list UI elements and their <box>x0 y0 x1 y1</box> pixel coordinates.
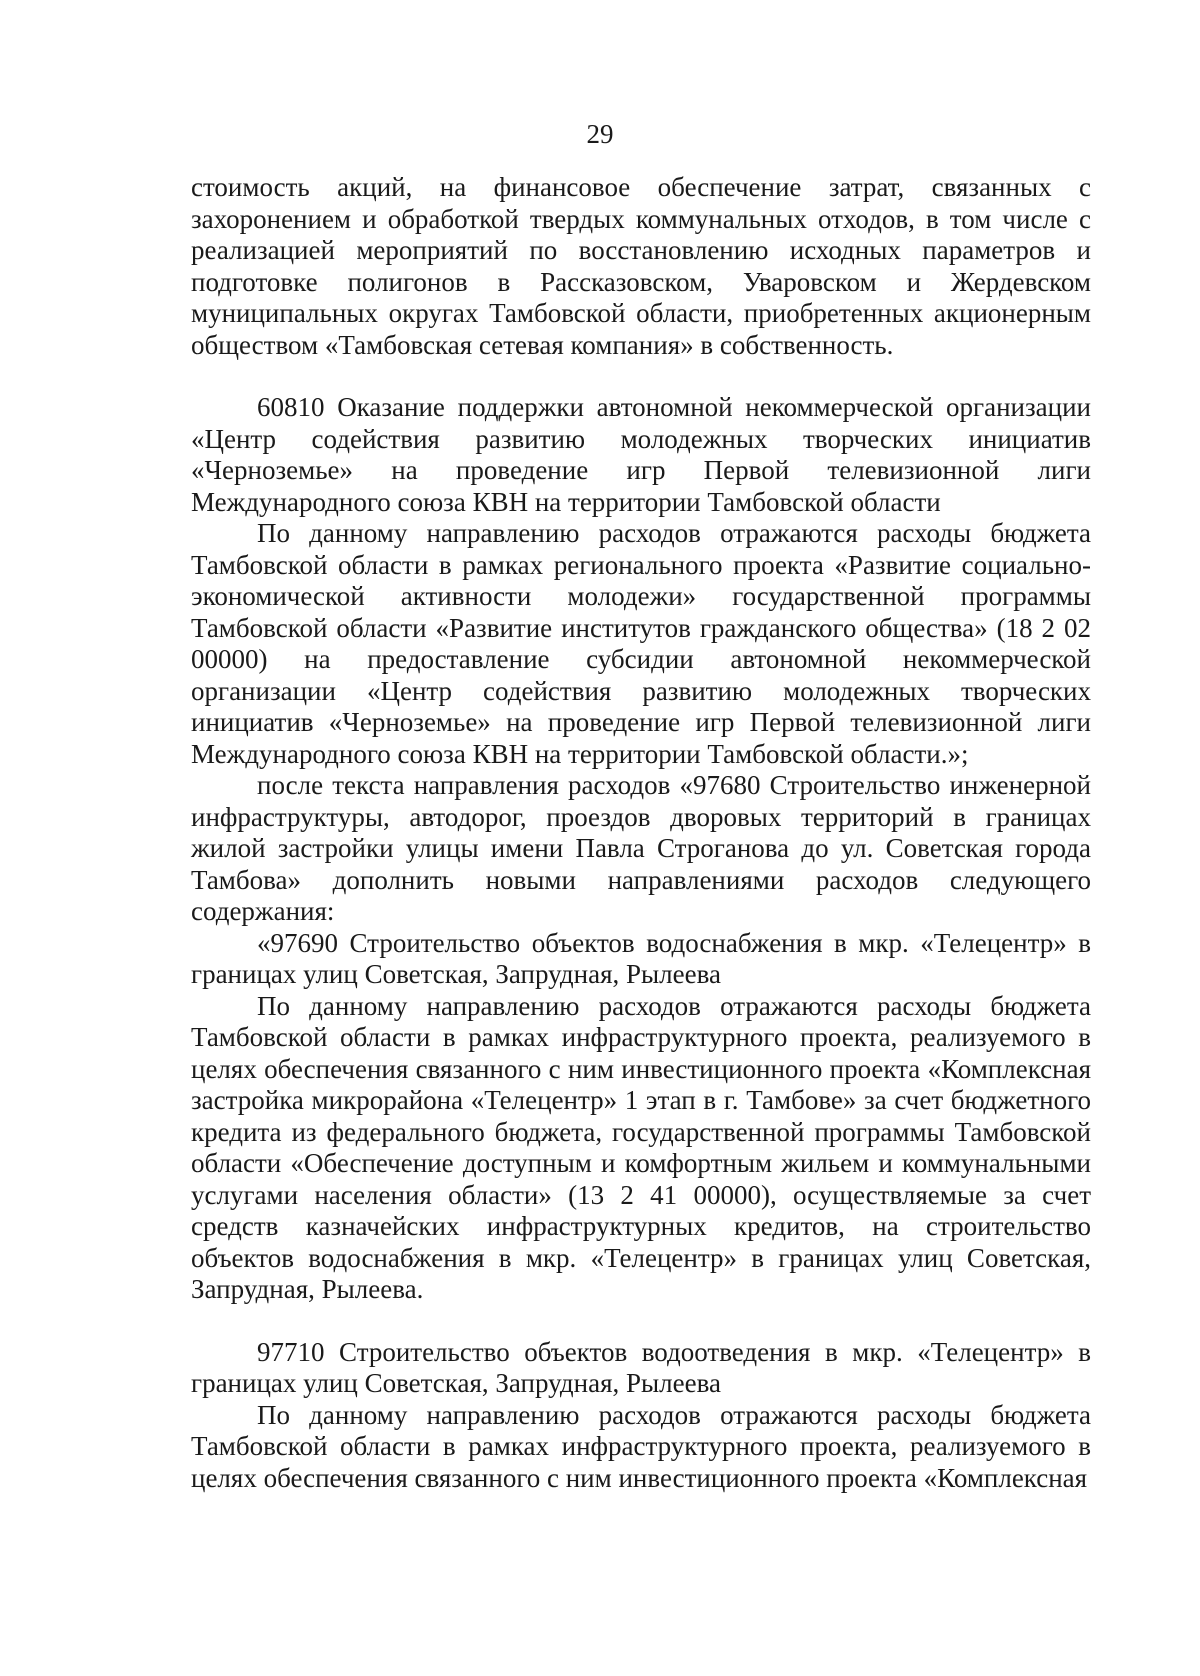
paragraph-97690-description: По данному направлению расходов отражаются расходы бюджета Тамбовской области в рамках инфраструктурного проекта, реализуемого в целях обеспечения связанного с ним инвестиционного проекта «Комплексная застройка микрорайона «Телецентр» 1 этап в г. Тамбове» за счет бюджетного кредита из федерального бюджета, государственной программы Тамбовской области «Обеспечение доступным и комфортным жильем и коммунальными услугами населения области» (13 2 41 00000), осуществляемые за счет средств казначейских инфраструктурных кредитов, на строительство объектов водоснабжения в мкр. «Телецентр» в границах улиц Советская, Запрудная, Рылеева. <box>191 990 1091 1304</box>
paragraph-60810-heading: 60810 Оказание поддержки автономной некоммерческой организации «Центр содействия развитию молодежных творческих инициатив «Черноземье» на проведение игр Первой телевизионной лиги Международного союза КВН на территории Тамбовской области <box>191 392 1091 517</box>
paragraph-60810-description: По данному направлению расходов отражаются расходы бюджета Тамбовской области в рамках регионального проекта «Развитие социально-экономической активности молодежи» государственной программы Тамбовской области «Развитие институтов гражданского общества» (18 2 02 00000) на предоставление субсидии автономной некоммерческой организации «Центр содействия развитию молодежных творческих инициатив «Черноземье» на проведение игр Первой телевизионной лиги Международного союза КВН на территории Тамбовской области.»; <box>191 518 1091 769</box>
paragraph-97710-description: По данному направлению расходов отражаются расходы бюджета Тамбовской области в рамках инфраструктурного проекта, реализуемого в целях обеспечения связанного с ним инвестиционного проекта «Комплексная <box>191 1399 1091 1493</box>
paragraph-97690-heading: «97690 Строительство объектов водоснабжения в мкр. «Телецентр» в границах улиц Советская, Запрудная, Рылеева <box>191 927 1091 989</box>
paragraph-insert-instruction: после текста направления расходов «97680 Строительство инженерной инфраструктуры, автодорог, проездов дворовых территорий в границах жилой застройки улицы имени Павла Строганова до ул. Советская города Тамбова» дополнить новыми направлениями расходов следующего содержания: <box>191 770 1091 926</box>
paragraph-97710-heading: 97710 Строительство объектов водоотведения в мкр. «Телецентр» в границах улиц Советская, Запрудная, Рылеева <box>191 1336 1091 1398</box>
paragraph-continuation: стоимость акций, на финансовое обеспечение затрат, связанных с захоронением и обработкой твердых коммунальных отходов, в том числе с реализацией мероприятий по восстановлению исходных параметров и подготовке полигонов в Рассказовском, Уваровском и Жердевском муниципальных округах Тамбовской области, приобретенных акционерным обществом «Тамбовская сетевая компания» в собственность. <box>191 172 1091 360</box>
document-body <box>191 172 1091 1494</box>
page-number: 29 <box>586 119 614 149</box>
